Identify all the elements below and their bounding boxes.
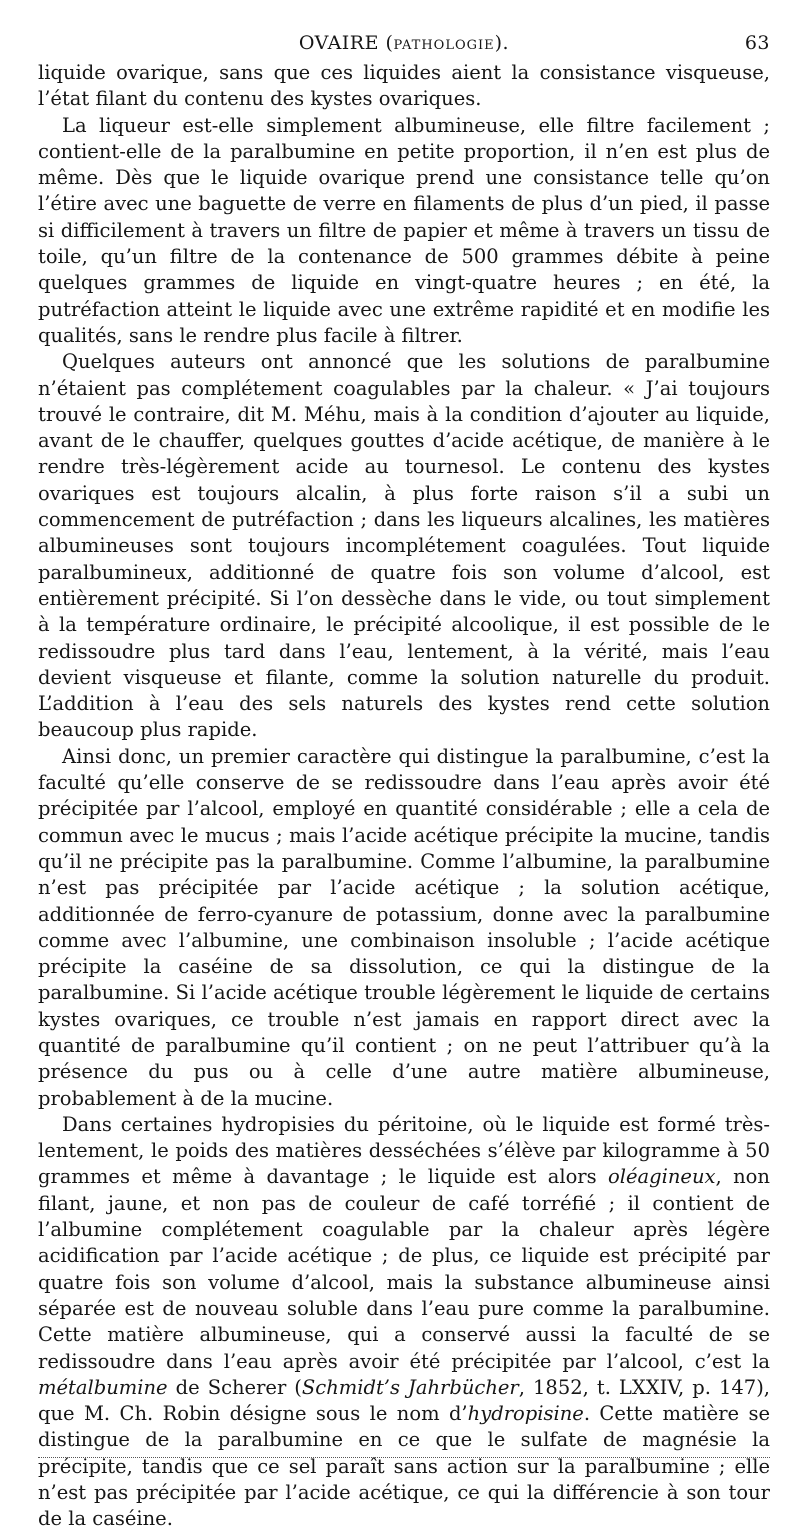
page-number: 63: [744, 32, 770, 54]
text-span: , 1852, t. LXXIV, p. 147), que M. Ch. Robin désigne sous le nom d’: [38, 1375, 771, 1426]
running-head: [38, 26, 770, 60]
text-span: de Scherer (: [167, 1375, 302, 1399]
footer-dotted-rule: [38, 1457, 770, 1458]
running-title-main: OVAIRE: [298, 32, 379, 54]
text-span: , non filant, jaune, et non pas de couleur de café torréfié ; il contient de l’albumine complétement coagulable par la chaleur après légère acidification par l’acide acétique ; de plus, ce liquide est précipité par quatre fois son volume d’alcool, mais la substance albumineuse ainsi séparée est de nouveau soluble dans l’eau pure comme la paralbumine. Cette matière albumineuse, qui a conservé aussi la faculté de se redissoudre dans l’eau après avoir été précipitée par l’alcool, c’est la: [38, 1165, 770, 1373]
running-title-sub: PATHOLOGIE: [393, 38, 495, 53]
paragraph-metalbumine: [38, 1112, 770, 1533]
text-span: Dans certaines hydropisies du péritoine, où le liquide est formé très-lentement, le poids des matières desséchées s’élève par kilogramme à 50 grammes et même à davantage ; le liquide est alors: [38, 1112, 770, 1189]
italic-term-metalbumine: métalbumine: [38, 1375, 168, 1399]
paragraph-filtration: La liqueur est-elle simplement albumineuse, elle filtre facilement ; contient-elle de la paralbumine en petite proportion, il n’en est plus de même. Dès que le liquide ovarique prend une consistance telle qu’on l’étire avec une baguette de verre en filaments de plus d’un pied, il passe si difficilement à travers un filtre de papier et même à travers un tissu de toile, qu’un filtre de la contenance de 500 grammes débite à peine quelques grammes de liquide en vingt-quatre heures ; en été, la putréfaction atteint le liquide avec une extrême rapidité et en modifie les qualités, sans le rendre plus facile à filtrer.: [38, 113, 770, 347]
paragraph-paralbumine-properties: Ainsi donc, un premier caractère qui distingue la paralbumine, c’est la faculté qu’elle conserve de se redissoudre dans l’eau après avoir été précipitée par l’alcool, employé en quantité considérable ; elle a cela de commun avec le mucus ; mais l’acide acétique précipite la mucine, tandis qu’il ne précipite pas la paralbumine. Comme l’albumine, la paralbumine n’est pas précipitée par l’acide acétique ; la solution acétique, additionnée de ferro-cyanure de potassium, donne avec la paralbumine comme avec l’albumine, une combinaison insoluble ; l’acide acétique précipite la caséine de sa dissolution, ce qui la distingue de la paralbumine. Si l’acide acétique trouble légèrement le liquide de certains kystes ovariques, ce trouble n’est jamais en rapport direct avec la quantité de paralbumine qu’il contient ; on ne peut l’attribuer qu’à la présence du pus ou à celle d’une autre matière albumineuse, probablement à de la mucine.: [38, 744, 770, 1110]
running-title: OVAIRE (PATHOLOGIE).: [298, 32, 510, 54]
text-span: . Cette matière se distingue de la paralbumine en ce que le sulfate de magnésie la précipite, tandis que ce sel paraît sans action sur la paralbumine ; elle n’est pas précipitée par l’acide acétique, ce qui la différencie à son tour de la caséine.: [38, 1402, 770, 1531]
paragraph-coagulation: Quelques auteurs ont annoncé que les solutions de paralbumine n’étaient pas complétement coagulables par la chaleur. « J’ai toujours trouvé le contraire, dit M. Méhu, mais à la condition d’ajouter au liquide, avant de le chauffer, quelques gouttes d’acide acétique, de manière à le rendre très-légèrement acide au tournesol. Le contenu des kystes ovariques est toujours alcalin, à plus forte raison s’il a subi un commencement de putréfaction ; dans les liqueurs alcalines, les matières albumineuses sont toujours incomplétement coagulées. Tout liquide paralbumineux, additionné de quatre fois son volume d’alcool, est entièrement précipité. Si l’on dessèche dans le vide, ou tout simplement à la température ordinaire, le précipité alcoolique, il est possible de le redissoudre plus tard dans l’eau, lentement, à la vérité, mais l’eau devient visqueuse et filante, comme la solution naturelle du produit. L’addition à l’eau des sels naturels des kystes rend cette solution beaucoup plus rapide.: [38, 350, 770, 742]
italic-term-oleagineux: oléagineux: [608, 1165, 716, 1189]
italic-term-hydropisine: hydropisine: [467, 1402, 584, 1426]
body-text: [38, 60, 770, 1533]
paragraph-continued: liquide ovarique, sans que ces liquides aient la consistance visqueuse, l’état filant du contenu des kystes ovariques.: [38, 61, 770, 111]
italic-citation-journal: Schmidt’s Jahrbücher: [301, 1375, 519, 1399]
